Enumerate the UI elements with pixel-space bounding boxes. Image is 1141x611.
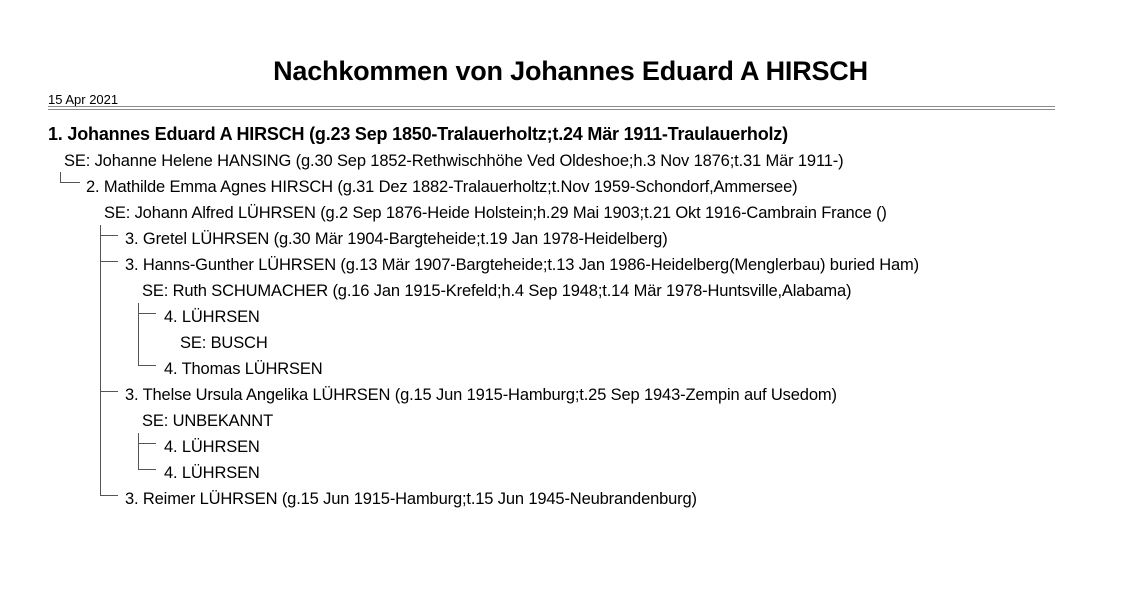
connector-h-gen2 (60, 182, 80, 183)
spouse-johanne-helene-hansing: SE: Johanne Helene HANSING (g.30 Sep 1852-Rethwischhöhe Ved Oldeshoe;h.3 Nov 1876;t.31 Mär 1911-) (64, 152, 844, 170)
person-hanns-gunther-luhrsen: 3. Hanns-Gunther LÜHRSEN (g.13 Mär 1907-Bargteheide;t.13 Jan 1986-Heidelberg(Menglerbau) buried Ham) (125, 256, 919, 274)
person-mathilde-emma-agnes-hirsch: 2. Mathilde Emma Agnes HIRSCH (g.31 Dez 1882-Tralauerholtz;t.Nov 1959-Schondorf,Ammersee) (86, 178, 798, 196)
person-luhrsen-3: 4. LÜHRSEN (164, 464, 260, 482)
person-thomas-luhrsen: 4. Thomas LÜHRSEN (164, 360, 323, 378)
header-rule-top (48, 106, 1055, 107)
person-johannes-eduard-hirsch: 1. Johannes Eduard A HIRSCH (g.23 Sep 1850-Tralauerholtz;t.24 Mär 1911-Traulauerholz) (48, 124, 788, 144)
connector-h-reimer (100, 495, 118, 496)
connector-v-gen2 (100, 225, 101, 495)
connector-h-gretel (100, 235, 118, 236)
connector-h-thelse (100, 391, 118, 392)
spouse-busch: SE: BUSCH (180, 334, 268, 352)
spouse-ruth-schumacher: SE: Ruth SCHUMACHER (g.16 Jan 1915-Krefeld;h.4 Sep 1948;t.14 Mär 1978-Huntsville,Alabama) (142, 282, 852, 300)
spouse-unbekannt: SE: UNBEKANNT (142, 412, 273, 430)
connector-h-luhrsen-3 (138, 469, 156, 470)
connector-h-thomas (138, 365, 156, 366)
person-thelse-ursula-angelika-luhrsen: 3. Thelse Ursula Angelika LÜHRSEN (g.15 Jun 1915-Hamburg;t.25 Sep 1943-Zempin auf Usedom) (125, 386, 837, 404)
connector-h-luhrsen-1 (138, 313, 156, 314)
connector-v-gen1 (60, 172, 61, 182)
person-reimer-luhrsen: 3. Reimer LÜHRSEN (g.15 Jun 1915-Hamburg;t.15 Jun 1945-Neubrandenburg) (125, 490, 697, 508)
person-luhrsen-1: 4. LÜHRSEN (164, 308, 260, 326)
spouse-johann-alfred-luhrsen: SE: Johann Alfred LÜHRSEN (g.2 Sep 1876-Heide Holstein;h.29 Mai 1903;t.21 Okt 1916-Cambrain France () (104, 204, 887, 222)
header-rule-bottom (48, 109, 1055, 110)
person-gretel-luhrsen: 3. Gretel LÜHRSEN (g.30 Mär 1904-Bargteheide;t.19 Jan 1978-Heidelberg) (125, 230, 668, 248)
person-luhrsen-2: 4. LÜHRSEN (164, 438, 260, 456)
connector-h-hanns (100, 261, 118, 262)
connector-v-thelse-children (138, 433, 139, 469)
report-date: 15 Apr 2021 (48, 92, 119, 107)
connector-h-luhrsen-2 (138, 443, 156, 444)
report-title: Nachkommen von Johannes Eduard A HIRSCH (273, 56, 868, 86)
